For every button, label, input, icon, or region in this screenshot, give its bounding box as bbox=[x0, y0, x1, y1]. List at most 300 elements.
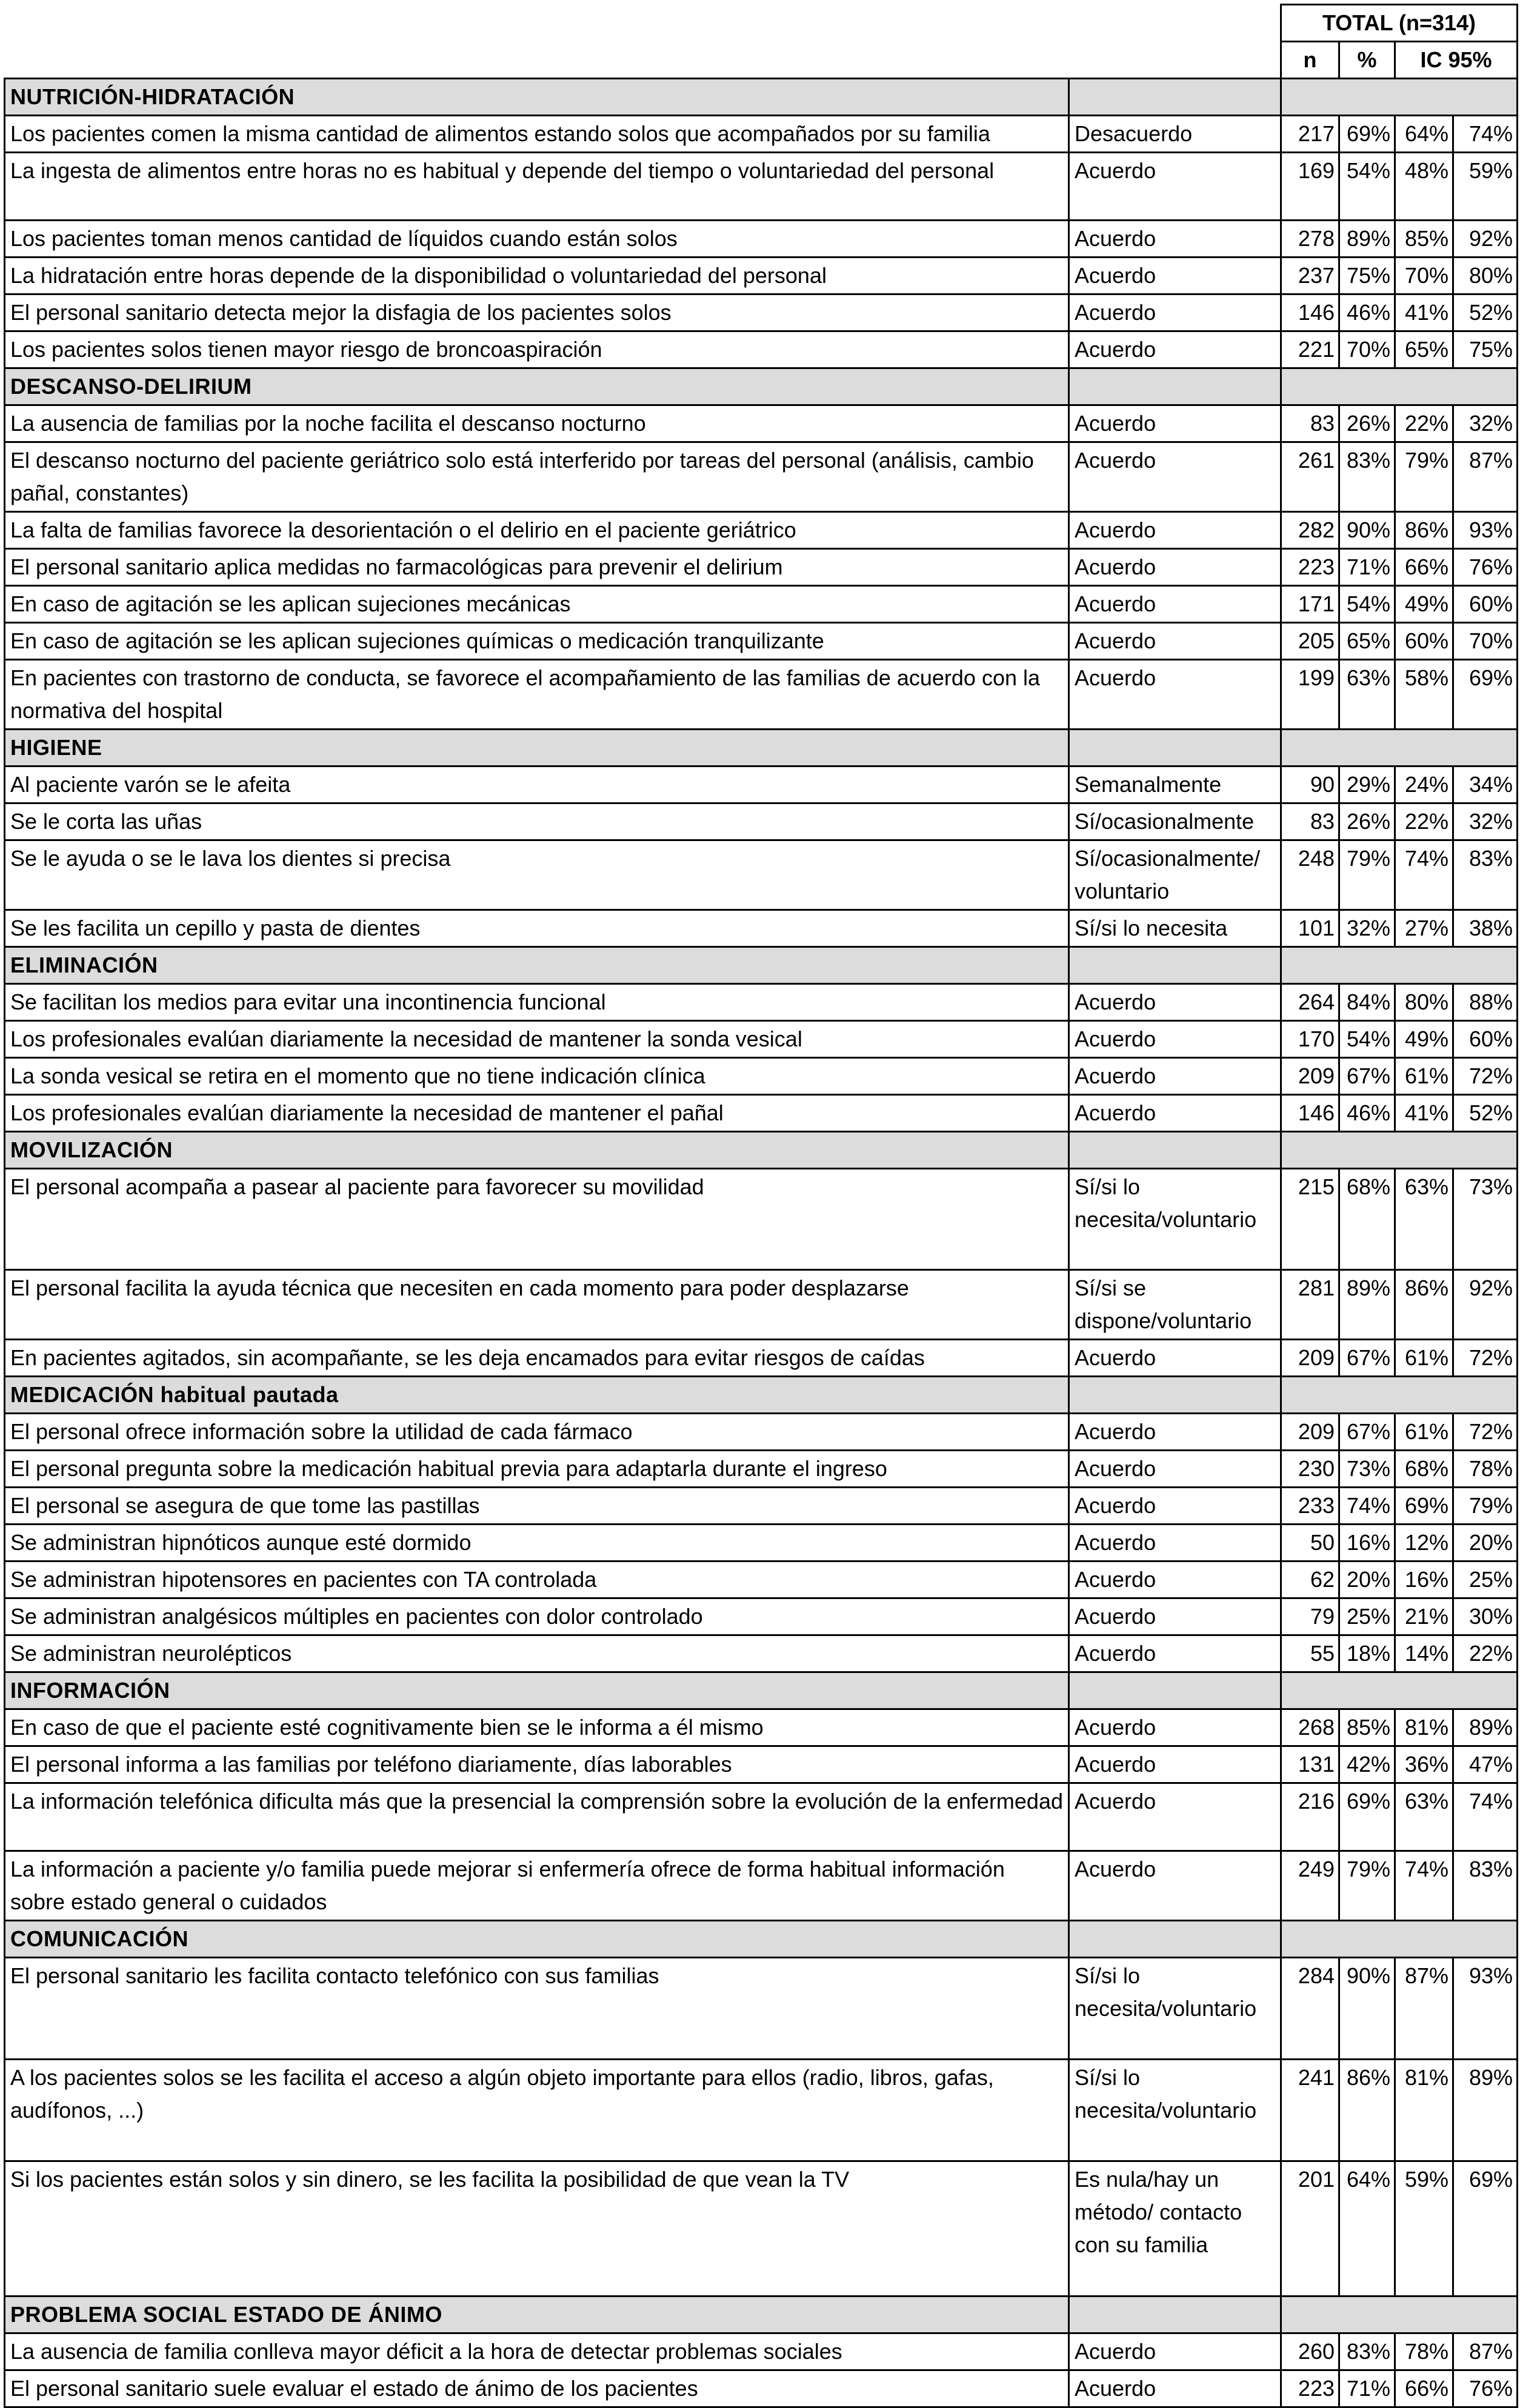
section-header-row bbox=[5, 79, 1518, 116]
count-cell: 260 bbox=[1281, 2333, 1339, 2370]
ci-high-cell: 69% bbox=[1453, 2161, 1518, 2297]
ci-high-cell: 72% bbox=[1453, 1340, 1518, 1377]
ci-high-cell: 73% bbox=[1453, 1168, 1518, 1270]
ci-high-cell: 92% bbox=[1453, 220, 1518, 257]
ci-high-cell: 34% bbox=[1453, 766, 1518, 803]
section-title: MOVILIZACIÓN bbox=[5, 1131, 1069, 1168]
count-cell: 282 bbox=[1281, 511, 1339, 548]
statement-cell: La ausencia de familias por la noche facilita el descanso nocturno bbox=[5, 405, 1069, 442]
statement-cell: El personal sanitario suele evaluar el estado de ánimo de los pacientes bbox=[5, 2370, 1069, 2407]
table-row bbox=[5, 1562, 1518, 1598]
response-cell: Desacuerdo bbox=[1069, 116, 1281, 153]
section-header-fill bbox=[1069, 1131, 1281, 1168]
count-cell: 90 bbox=[1281, 766, 1339, 803]
response-cell: Acuerdo bbox=[1069, 1562, 1281, 1598]
percent-cell: 46% bbox=[1339, 294, 1395, 331]
column-header-percent: % bbox=[1339, 42, 1395, 79]
ci-low-cell: 78% bbox=[1395, 2333, 1453, 2370]
count-cell: 237 bbox=[1281, 257, 1339, 294]
section-header-fill-values bbox=[1281, 1921, 1518, 1958]
table-row bbox=[5, 1598, 1518, 1635]
percent-cell: 90% bbox=[1339, 511, 1395, 548]
response-cell: Acuerdo bbox=[1069, 257, 1281, 294]
ci-low-cell: 27% bbox=[1395, 910, 1453, 946]
count-cell: 268 bbox=[1281, 1709, 1339, 1746]
table-row bbox=[5, 803, 1518, 840]
count-cell: 131 bbox=[1281, 1746, 1339, 1783]
ci-low-cell: 58% bbox=[1395, 659, 1453, 729]
section-title: PROBLEMA SOCIAL ESTADO DE ÁNIMO bbox=[5, 2297, 1069, 2333]
count-cell: 223 bbox=[1281, 548, 1339, 585]
table-row bbox=[5, 840, 1518, 910]
percent-cell: 83% bbox=[1339, 442, 1395, 511]
ci-low-cell: 66% bbox=[1395, 548, 1453, 585]
statement-cell: Se le ayuda o se le lava los dientes si precisa bbox=[5, 840, 1069, 910]
statement-cell: Si los pacientes están solos y sin dinero, se les facilita la posibilidad de que vean la TV bbox=[5, 2161, 1069, 2297]
ci-high-cell: 52% bbox=[1453, 294, 1518, 331]
percent-cell: 90% bbox=[1339, 1958, 1395, 2060]
percent-cell: 79% bbox=[1339, 840, 1395, 910]
percent-cell: 18% bbox=[1339, 1635, 1395, 1672]
response-cell: Sí/ocasionalmente/ voluntario bbox=[1069, 840, 1281, 910]
table-row bbox=[5, 1094, 1518, 1131]
ci-low-cell: 22% bbox=[1395, 405, 1453, 442]
section-header-fill-values bbox=[1281, 946, 1518, 983]
section-header-fill bbox=[1069, 946, 1281, 983]
statement-cell: El personal facilita la ayuda técnica que necesiten en cada momento para poder desplazarse bbox=[5, 1270, 1069, 1340]
ci-low-cell: 61% bbox=[1395, 1340, 1453, 1377]
percent-cell: 54% bbox=[1339, 1020, 1395, 1057]
section-header-row bbox=[5, 1672, 1518, 1709]
table-row bbox=[5, 331, 1518, 368]
response-cell: Acuerdo bbox=[1069, 1451, 1281, 1488]
section-header-row bbox=[5, 1921, 1518, 1958]
ci-high-cell: 69% bbox=[1453, 659, 1518, 729]
ci-high-cell: 89% bbox=[1453, 2059, 1518, 2161]
table-body bbox=[5, 79, 1518, 2407]
section-title: NUTRICIÓN-HIDRATACIÓN bbox=[5, 79, 1069, 116]
percent-cell: 69% bbox=[1339, 116, 1395, 153]
percent-cell: 63% bbox=[1339, 659, 1395, 729]
percent-cell: 54% bbox=[1339, 153, 1395, 221]
column-header-ci: IC 95% bbox=[1395, 42, 1518, 79]
ci-low-cell: 16% bbox=[1395, 1562, 1453, 1598]
response-cell: Acuerdo bbox=[1069, 1020, 1281, 1057]
section-header-fill bbox=[1069, 2297, 1281, 2333]
ci-high-cell: 80% bbox=[1453, 257, 1518, 294]
statement-cell: La información telefónica dificulta más que la presencial la comprensión sobre la evolución de la enfermedad bbox=[5, 1783, 1069, 1851]
percent-cell: 89% bbox=[1339, 1270, 1395, 1340]
statement-cell: En caso de agitación se les aplican sujeciones mecánicas bbox=[5, 585, 1069, 622]
statement-cell: Se administran neurolépticos bbox=[5, 1635, 1069, 1672]
percent-cell: 75% bbox=[1339, 257, 1395, 294]
table-row bbox=[5, 1709, 1518, 1746]
ci-low-cell: 85% bbox=[1395, 220, 1453, 257]
ci-high-cell: 75% bbox=[1453, 331, 1518, 368]
ci-high-cell: 87% bbox=[1453, 2333, 1518, 2370]
response-cell: Acuerdo bbox=[1069, 220, 1281, 257]
count-cell: 101 bbox=[1281, 910, 1339, 946]
ci-high-cell: 74% bbox=[1453, 1783, 1518, 1851]
ci-high-cell: 32% bbox=[1453, 803, 1518, 840]
ci-low-cell: 87% bbox=[1395, 1958, 1453, 2060]
count-cell: 278 bbox=[1281, 220, 1339, 257]
count-cell: 281 bbox=[1281, 1270, 1339, 1340]
response-cell: Sí/ocasionalmente bbox=[1069, 803, 1281, 840]
ci-low-cell: 74% bbox=[1395, 840, 1453, 910]
ci-low-cell: 81% bbox=[1395, 1709, 1453, 1746]
percent-cell: 69% bbox=[1339, 1783, 1395, 1851]
response-cell: Acuerdo bbox=[1069, 2333, 1281, 2370]
percent-cell: 29% bbox=[1339, 766, 1395, 803]
count-cell: 223 bbox=[1281, 2370, 1339, 2407]
ci-low-cell: 63% bbox=[1395, 1168, 1453, 1270]
percent-cell: 84% bbox=[1339, 983, 1395, 1020]
count-cell: 146 bbox=[1281, 1094, 1339, 1131]
response-cell: Acuerdo bbox=[1069, 1525, 1281, 1562]
table-row bbox=[5, 1414, 1518, 1451]
header-blank-response bbox=[1069, 5, 1281, 42]
count-cell: 205 bbox=[1281, 622, 1339, 659]
count-cell: 217 bbox=[1281, 116, 1339, 153]
statement-cell: Se les facilita un cepillo y pasta de dientes bbox=[5, 910, 1069, 946]
response-cell: Acuerdo bbox=[1069, 585, 1281, 622]
table-row bbox=[5, 983, 1518, 1020]
section-header-fill-values bbox=[1281, 2297, 1518, 2333]
section-header-fill bbox=[1069, 1672, 1281, 1709]
response-cell: Sí/si lo necesita/voluntario bbox=[1069, 2059, 1281, 2161]
count-cell: 248 bbox=[1281, 840, 1339, 910]
total-group-header: TOTAL (n=314) bbox=[1281, 5, 1518, 42]
ci-high-cell: 93% bbox=[1453, 511, 1518, 548]
response-cell: Acuerdo bbox=[1069, 1488, 1281, 1525]
ci-low-cell: 48% bbox=[1395, 153, 1453, 221]
section-title: INFORMACIÓN bbox=[5, 1672, 1069, 1709]
ci-low-cell: 49% bbox=[1395, 585, 1453, 622]
ci-high-cell: 83% bbox=[1453, 1851, 1518, 1921]
ci-low-cell: 70% bbox=[1395, 257, 1453, 294]
statement-cell: En pacientes agitados, sin acompañante, se les deja encamados para evitar riesgos de caídas bbox=[5, 1340, 1069, 1377]
percent-cell: 20% bbox=[1339, 1562, 1395, 1598]
count-cell: 216 bbox=[1281, 1783, 1339, 1851]
statement-cell: Se administran hipotensores en pacientes con TA controlada bbox=[5, 1562, 1069, 1598]
column-header-n: n bbox=[1281, 42, 1339, 79]
section-header-row bbox=[5, 368, 1518, 405]
ci-low-cell: 65% bbox=[1395, 331, 1453, 368]
response-cell: Acuerdo bbox=[1069, 2370, 1281, 2407]
count-cell: 171 bbox=[1281, 585, 1339, 622]
response-cell: Sí/si lo necesita/voluntario bbox=[1069, 1168, 1281, 1270]
section-header-fill-values bbox=[1281, 368, 1518, 405]
response-cell: Es nula/hay un método/ contacto con su familia bbox=[1069, 2161, 1281, 2297]
percent-cell: 68% bbox=[1339, 1168, 1395, 1270]
table-row bbox=[5, 405, 1518, 442]
count-cell: 249 bbox=[1281, 1851, 1339, 1921]
statement-cell: La ausencia de familia conlleva mayor déficit a la hora de detectar problemas sociales bbox=[5, 2333, 1069, 2370]
ci-low-cell: 22% bbox=[1395, 803, 1453, 840]
header-row-group bbox=[5, 5, 1518, 42]
statement-cell: Se le corta las uñas bbox=[5, 803, 1069, 840]
section-header-fill bbox=[1069, 1921, 1281, 1958]
survey-results-table bbox=[4, 4, 1518, 2408]
table-row bbox=[5, 1783, 1518, 1851]
count-cell: 233 bbox=[1281, 1488, 1339, 1525]
statement-cell: El personal pregunta sobre la medicación habitual previa para adaptarla durante el ingreso bbox=[5, 1451, 1069, 1488]
table-row bbox=[5, 1057, 1518, 1094]
statement-cell: En caso de agitación se les aplican sujeciones químicas o medicación tranquilizante bbox=[5, 622, 1069, 659]
percent-cell: 86% bbox=[1339, 2059, 1395, 2161]
response-cell: Acuerdo bbox=[1069, 331, 1281, 368]
section-title: HIGIENE bbox=[5, 729, 1069, 766]
response-cell: Acuerdo bbox=[1069, 1746, 1281, 1783]
count-cell: 215 bbox=[1281, 1168, 1339, 1270]
count-cell: 83 bbox=[1281, 803, 1339, 840]
table-row bbox=[5, 1168, 1518, 1270]
count-cell: 146 bbox=[1281, 294, 1339, 331]
ci-low-cell: 12% bbox=[1395, 1525, 1453, 1562]
ci-low-cell: 64% bbox=[1395, 116, 1453, 153]
count-cell: 261 bbox=[1281, 442, 1339, 511]
percent-cell: 32% bbox=[1339, 910, 1395, 946]
count-cell: 199 bbox=[1281, 659, 1339, 729]
table-row bbox=[5, 257, 1518, 294]
table-row bbox=[5, 1451, 1518, 1488]
ci-low-cell: 60% bbox=[1395, 622, 1453, 659]
percent-cell: 25% bbox=[1339, 1598, 1395, 1635]
percent-cell: 71% bbox=[1339, 548, 1395, 585]
ci-low-cell: 86% bbox=[1395, 1270, 1453, 1340]
section-header-fill bbox=[1069, 1377, 1281, 1414]
ci-high-cell: 20% bbox=[1453, 1525, 1518, 1562]
statement-cell: Los profesionales evalúan diariamente la necesidad de mantener la sonda vesical bbox=[5, 1020, 1069, 1057]
count-cell: 264 bbox=[1281, 983, 1339, 1020]
section-header-fill-values bbox=[1281, 729, 1518, 766]
ci-low-cell: 21% bbox=[1395, 1598, 1453, 1635]
table-row bbox=[5, 659, 1518, 729]
ci-high-cell: 72% bbox=[1453, 1057, 1518, 1094]
section-header-row bbox=[5, 1131, 1518, 1168]
section-title: MEDICACIÓN habitual pautada bbox=[5, 1377, 1069, 1414]
percent-cell: 67% bbox=[1339, 1340, 1395, 1377]
statement-cell: El personal ofrece información sobre la utilidad de cada fármaco bbox=[5, 1414, 1069, 1451]
ci-low-cell: 61% bbox=[1395, 1057, 1453, 1094]
response-cell: Acuerdo bbox=[1069, 1635, 1281, 1672]
statement-cell: La sonda vesical se retira en el momento que no tiene indicación clínica bbox=[5, 1057, 1069, 1094]
section-header-fill bbox=[1069, 368, 1281, 405]
table-row bbox=[5, 766, 1518, 803]
header-blank-statement-2 bbox=[5, 42, 1069, 79]
ci-high-cell: 79% bbox=[1453, 1488, 1518, 1525]
response-cell: Acuerdo bbox=[1069, 1709, 1281, 1746]
response-cell: Acuerdo bbox=[1069, 442, 1281, 511]
response-cell: Acuerdo bbox=[1069, 511, 1281, 548]
statement-cell: Los pacientes solos tienen mayor riesgo de broncoaspiración bbox=[5, 331, 1069, 368]
section-title: DESCANSO-DELIRIUM bbox=[5, 368, 1069, 405]
table-row bbox=[5, 1525, 1518, 1562]
statement-cell: La hidratación entre horas depende de la disponibilidad o voluntariedad del personal bbox=[5, 257, 1069, 294]
ci-high-cell: 93% bbox=[1453, 1958, 1518, 2060]
table-row bbox=[5, 2333, 1518, 2370]
ci-low-cell: 41% bbox=[1395, 294, 1453, 331]
statement-cell: Al paciente varón se le afeita bbox=[5, 766, 1069, 803]
ci-high-cell: 78% bbox=[1453, 1451, 1518, 1488]
ci-low-cell: 79% bbox=[1395, 442, 1453, 511]
count-cell: 201 bbox=[1281, 2161, 1339, 2297]
percent-cell: 85% bbox=[1339, 1709, 1395, 1746]
ci-high-cell: 88% bbox=[1453, 983, 1518, 1020]
percent-cell: 70% bbox=[1339, 331, 1395, 368]
percent-cell: 67% bbox=[1339, 1057, 1395, 1094]
table-row bbox=[5, 2059, 1518, 2161]
statement-cell: El personal sanitario les facilita contacto telefónico con sus familias bbox=[5, 1958, 1069, 2060]
header-blank-response-2 bbox=[1069, 42, 1281, 79]
table-row bbox=[5, 294, 1518, 331]
percent-cell: 74% bbox=[1339, 1488, 1395, 1525]
section-header-row bbox=[5, 1377, 1518, 1414]
percent-cell: 42% bbox=[1339, 1746, 1395, 1783]
table-row bbox=[5, 116, 1518, 153]
statement-cell: Los pacientes toman menos cantidad de líquidos cuando están solos bbox=[5, 220, 1069, 257]
section-title: ELIMINACIÓN bbox=[5, 946, 1069, 983]
count-cell: 55 bbox=[1281, 1635, 1339, 1672]
section-header-fill bbox=[1069, 729, 1281, 766]
count-cell: 83 bbox=[1281, 405, 1339, 442]
section-header-fill-values bbox=[1281, 79, 1518, 116]
section-header-fill-values bbox=[1281, 1377, 1518, 1414]
response-cell: Acuerdo bbox=[1069, 1414, 1281, 1451]
table-row bbox=[5, 1958, 1518, 2060]
response-cell: Acuerdo bbox=[1069, 659, 1281, 729]
response-cell: Acuerdo bbox=[1069, 983, 1281, 1020]
statement-cell: En caso de que el paciente esté cognitivamente bien se le informa a él mismo bbox=[5, 1709, 1069, 1746]
ci-high-cell: 76% bbox=[1453, 548, 1518, 585]
section-header-fill-values bbox=[1281, 1672, 1518, 1709]
percent-cell: 73% bbox=[1339, 1451, 1395, 1488]
section-title: COMUNICACIÓN bbox=[5, 1921, 1069, 1958]
statement-cell: Los profesionales evalúan diariamente la necesidad de mantener el pañal bbox=[5, 1094, 1069, 1131]
ci-low-cell: 49% bbox=[1395, 1020, 1453, 1057]
table-row bbox=[5, 1340, 1518, 1377]
ci-high-cell: 25% bbox=[1453, 1562, 1518, 1598]
section-header-fill bbox=[1069, 79, 1281, 116]
count-cell: 241 bbox=[1281, 2059, 1339, 2161]
ci-high-cell: 60% bbox=[1453, 1020, 1518, 1057]
response-cell: Sí/si lo necesita bbox=[1069, 910, 1281, 946]
ci-low-cell: 66% bbox=[1395, 2370, 1453, 2407]
table-row bbox=[5, 1488, 1518, 1525]
count-cell: 79 bbox=[1281, 1598, 1339, 1635]
statement-cell: El descanso nocturno del paciente geriátrico solo está interferido por tareas del personal (análisis, cambio pañal, constantes) bbox=[5, 442, 1069, 511]
percent-cell: 83% bbox=[1339, 2333, 1395, 2370]
table-row bbox=[5, 511, 1518, 548]
table-row bbox=[5, 1020, 1518, 1057]
percent-cell: 64% bbox=[1339, 2161, 1395, 2297]
table-row bbox=[5, 1270, 1518, 1340]
count-cell: 209 bbox=[1281, 1057, 1339, 1094]
table-row bbox=[5, 153, 1518, 221]
ci-high-cell: 87% bbox=[1453, 442, 1518, 511]
count-cell: 169 bbox=[1281, 153, 1339, 221]
header-row-columns bbox=[5, 42, 1518, 79]
table-row bbox=[5, 1851, 1518, 1921]
ci-low-cell: 24% bbox=[1395, 766, 1453, 803]
count-cell: 230 bbox=[1281, 1451, 1339, 1488]
ci-high-cell: 60% bbox=[1453, 585, 1518, 622]
ci-low-cell: 61% bbox=[1395, 1414, 1453, 1451]
ci-high-cell: 83% bbox=[1453, 840, 1518, 910]
response-cell: Acuerdo bbox=[1069, 1783, 1281, 1851]
ci-high-cell: 38% bbox=[1453, 910, 1518, 946]
survey-results-sheet bbox=[4, 4, 1516, 2401]
response-cell: Acuerdo bbox=[1069, 548, 1281, 585]
count-cell: 209 bbox=[1281, 1340, 1339, 1377]
ci-high-cell: 22% bbox=[1453, 1635, 1518, 1672]
percent-cell: 26% bbox=[1339, 803, 1395, 840]
statement-cell: En pacientes con trastorno de conducta, se favorece el acompañamiento de las familias de acuerdo con la normativa del hospital bbox=[5, 659, 1069, 729]
statement-cell: El personal sanitario aplica medidas no farmacológicas para prevenir el delirium bbox=[5, 548, 1069, 585]
table-row bbox=[5, 548, 1518, 585]
percent-cell: 54% bbox=[1339, 585, 1395, 622]
ci-high-cell: 59% bbox=[1453, 153, 1518, 221]
response-cell: Acuerdo bbox=[1069, 1851, 1281, 1921]
response-cell: Acuerdo bbox=[1069, 622, 1281, 659]
response-cell: Acuerdo bbox=[1069, 405, 1281, 442]
ci-high-cell: 70% bbox=[1453, 622, 1518, 659]
table-row bbox=[5, 1635, 1518, 1672]
percent-cell: 79% bbox=[1339, 1851, 1395, 1921]
percent-cell: 26% bbox=[1339, 405, 1395, 442]
section-header-row bbox=[5, 946, 1518, 983]
response-cell: Sí/si lo necesita/voluntario bbox=[1069, 1958, 1281, 2060]
table-row bbox=[5, 1746, 1518, 1783]
ci-low-cell: 74% bbox=[1395, 1851, 1453, 1921]
ci-high-cell: 52% bbox=[1453, 1094, 1518, 1131]
ci-low-cell: 41% bbox=[1395, 1094, 1453, 1131]
ci-high-cell: 47% bbox=[1453, 1746, 1518, 1783]
statement-cell: Los pacientes comen la misma cantidad de alimentos estando solos que acompañados por su familia bbox=[5, 116, 1069, 153]
response-cell: Acuerdo bbox=[1069, 153, 1281, 221]
statement-cell: La ingesta de alimentos entre horas no es habitual y depende del tiempo o voluntariedad del personal bbox=[5, 153, 1069, 221]
count-cell: 221 bbox=[1281, 331, 1339, 368]
ci-high-cell: 32% bbox=[1453, 405, 1518, 442]
section-header-fill-values bbox=[1281, 1131, 1518, 1168]
ci-high-cell: 72% bbox=[1453, 1414, 1518, 1451]
response-cell: Acuerdo bbox=[1069, 294, 1281, 331]
percent-cell: 67% bbox=[1339, 1414, 1395, 1451]
statement-cell: Se administran analgésicos múltiples en pacientes con dolor controlado bbox=[5, 1598, 1069, 1635]
table-row bbox=[5, 220, 1518, 257]
response-cell: Acuerdo bbox=[1069, 1094, 1281, 1131]
ci-high-cell: 30% bbox=[1453, 1598, 1518, 1635]
response-cell: Semanalmente bbox=[1069, 766, 1281, 803]
response-cell: Acuerdo bbox=[1069, 1057, 1281, 1094]
ci-low-cell: 36% bbox=[1395, 1746, 1453, 1783]
statement-cell: El personal sanitario detecta mejor la disfagia de los pacientes solos bbox=[5, 294, 1069, 331]
statement-cell: El personal se asegura de que tome las pastillas bbox=[5, 1488, 1069, 1525]
ci-low-cell: 69% bbox=[1395, 1488, 1453, 1525]
section-header-row bbox=[5, 729, 1518, 766]
statement-cell: El personal acompaña a pasear al paciente para favorecer su movilidad bbox=[5, 1168, 1069, 1270]
count-cell: 170 bbox=[1281, 1020, 1339, 1057]
table-row bbox=[5, 910, 1518, 946]
ci-low-cell: 68% bbox=[1395, 1451, 1453, 1488]
table-row bbox=[5, 442, 1518, 511]
statement-cell: La falta de familias favorece la desorientación o el delirio en el paciente geriátrico bbox=[5, 511, 1069, 548]
response-cell: Acuerdo bbox=[1069, 1598, 1281, 1635]
ci-low-cell: 14% bbox=[1395, 1635, 1453, 1672]
count-cell: 50 bbox=[1281, 1525, 1339, 1562]
statement-cell: La información a paciente y/o familia puede mejorar si enfermería ofrece de forma habitual información sobre estado general o cuidados bbox=[5, 1851, 1069, 1921]
